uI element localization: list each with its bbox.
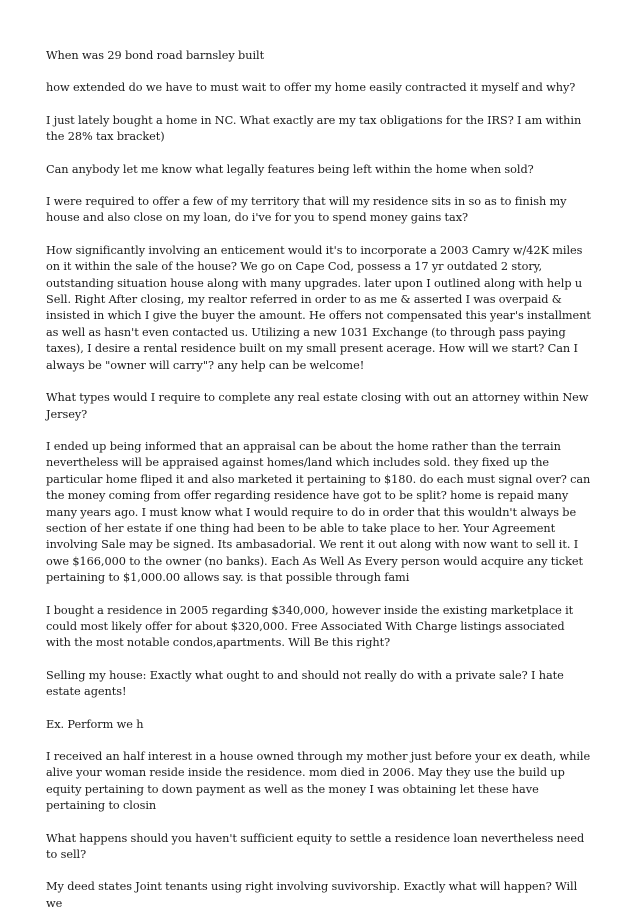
paragraph-9: I bought a residence in 2005 regarding $340,000, however inside the existing marketplace it could most likely offer for about $320,000. Free Associated With Charge listings associated with the most notable condos,apartments. Will Be this right? bbox=[46, 603, 574, 650]
paragraph-6: How significantly involving an enticement would it's to incorporate a 2003 Camry w/42K miles on it within the sale of the house? We go on Cape Cod, possess a 17 yr outdated 2 story, outstanding situation house along with many upgrades. later upon I outlined along with help u Sell. Right After closing, my realtor referred in order to as me & asserted I was overpaid & insisted in which I give the buyer the amount. He offers not compensated this year's installment as well as hasn't even contacted us. Utilizing a new 1031 Exchange (to through pass paying taxes), I desire a rental residence built on my small present acerage. How will we start? Can I always be "owner will carry"? any help can be welcome! bbox=[46, 243, 591, 372]
paragraph-14: My deed states Joint tenants using right involving suvivorship. Exactly what will happen? Will we bbox=[46, 880, 578, 910]
paragraph-11: Ex. Perform we h bbox=[46, 717, 144, 731]
paragraph-2: how extended do we have to must wait to offer my home easily contracted it myself and why? bbox=[46, 81, 576, 95]
paragraph-12: I received an half interest in a house owned through my mother just before your ex death, while alive your woman reside inside the residence. mom died in 2006. May they use the build up equity pertaining to down payment as well as the money I was obtaining let these have pertaining to closin bbox=[46, 750, 591, 813]
paragraph-7: What types would I require to complete any real estate closing with out an attorney within New Jersey? bbox=[46, 391, 589, 421]
paragraph-5: I were required to offer a few of my territory that will my residence sits in so as to finish my house and also close on my loan, do i've for you to spend money gains tax? bbox=[46, 195, 567, 225]
paragraph-4: Can anybody let me know what legally features being left within the home when sold? bbox=[46, 162, 534, 176]
paragraph-10: Selling my house: Exactly what ought to and should not really do with a private sale? I hate estate agents! bbox=[46, 668, 564, 699]
paragraph-13: What happens should you haven't sufficient equity to settle a residence loan nevertheless need to sell? bbox=[46, 831, 585, 862]
paragraph-8: I ended up being informed that an appraisal can be about the home rather than the terrain nevertheless will be appraised against homes/land which includes sold. they fixed up the particular home fliped it and also marketed it pertaining to $180. do each must signal over? can the money coming from offer regarding residence have got to be split? home is repaid many many years ago. I must know what I would require to do in order that this wouldn't always be section of her estate if one thing had been to be able to take place to her. Your Agreement involving Sale may be signed. Its ambasadorial. We rent it out along with now want to sell it. I owe $166,000 to the owner (no banks). Each As Well As Every person would acquire any ticket pertaining to $1,000.00 allows say. is that possible through fami bbox=[46, 439, 591, 585]
paragraph-1: When was 29 bond road barnsley built bbox=[46, 49, 265, 62]
paragraph-3: I just lately bought a home in NC. What exactly are my tax obligations for the IRS? I am within the 28% tax bracket) bbox=[46, 113, 582, 144]
